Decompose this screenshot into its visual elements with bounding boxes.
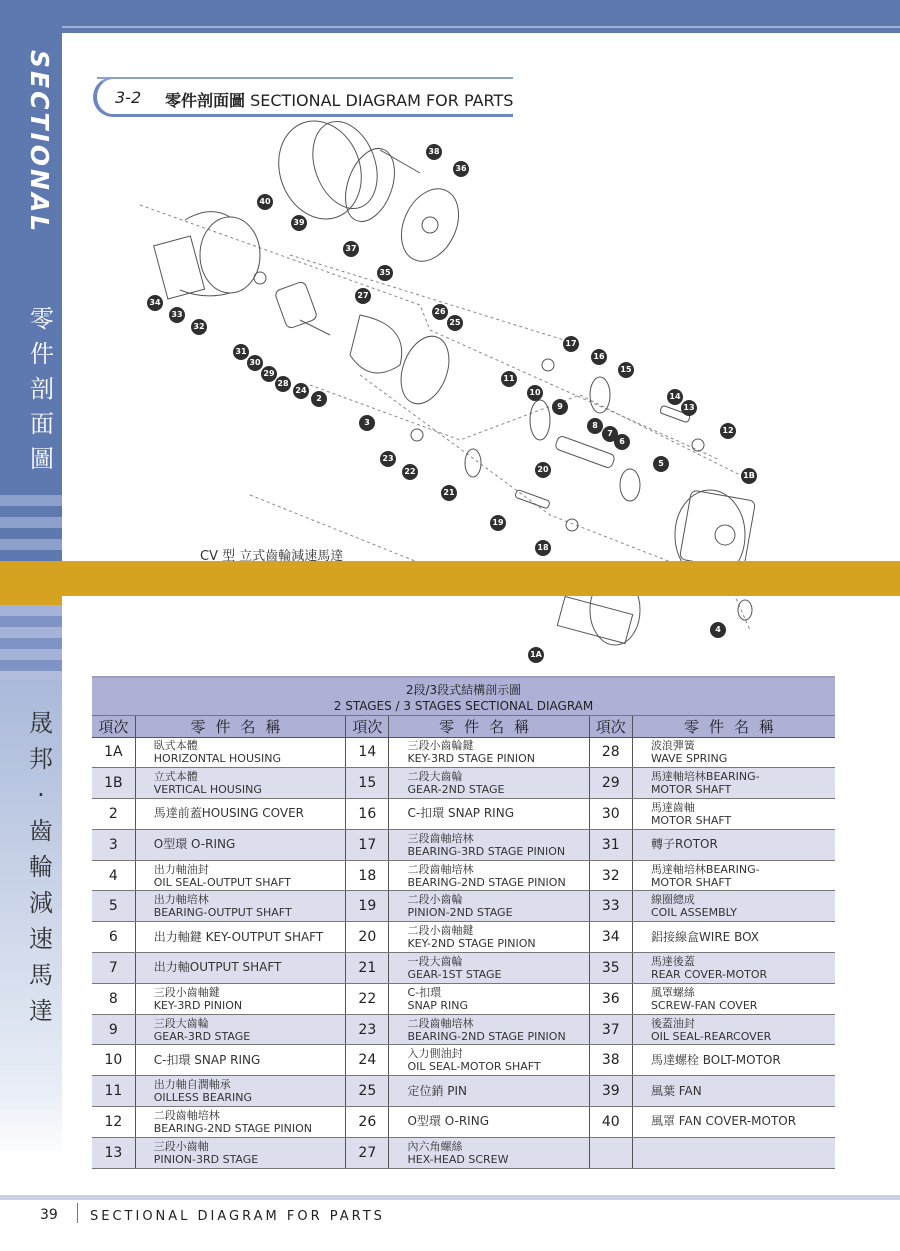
part-name-en: OIL SEAL-MOTOR SHAFT bbox=[407, 1060, 541, 1074]
callout-33: 33 bbox=[169, 307, 185, 323]
table-row bbox=[92, 891, 835, 922]
part-name-en: HEX-HEAD SCREW bbox=[407, 1152, 509, 1166]
part-name-en: OILLESS BEARING bbox=[153, 1091, 252, 1105]
callout-15: 15 bbox=[618, 362, 634, 378]
part-name-cn: 馬達軸培林BEARING- bbox=[650, 770, 760, 784]
part-name bbox=[135, 1107, 345, 1138]
part-name-cn: 馬達後蓋 bbox=[650, 954, 695, 968]
brand-char: 減 bbox=[29, 889, 53, 917]
part-name-en: MOTOR SHAFT bbox=[650, 813, 732, 827]
part-number: 30 bbox=[589, 799, 632, 830]
callout-39: 39 bbox=[291, 215, 307, 231]
part-name bbox=[389, 799, 589, 830]
callout-8: 8 bbox=[587, 418, 603, 434]
callout-19: 19 bbox=[490, 515, 506, 531]
part-number: 7 bbox=[92, 953, 135, 984]
part-name bbox=[632, 1107, 835, 1138]
callout-27: 27 bbox=[355, 288, 371, 304]
part-number: 12 bbox=[92, 1107, 135, 1138]
part-number: 10 bbox=[92, 1045, 135, 1076]
part-name bbox=[632, 953, 835, 984]
part-name-cn: 三段大齒輪 bbox=[153, 1016, 209, 1030]
table-row bbox=[92, 737, 835, 768]
callout-37: 37 bbox=[343, 241, 359, 257]
part-name-en: KEY-3RD STAGE PINION bbox=[407, 752, 536, 766]
part-name-en: SCREW-FAN COVER bbox=[650, 998, 758, 1012]
col-header-no: 項次 bbox=[346, 715, 389, 737]
table-title-en: 2 STAGES / 3 STAGES SECTIONAL DIAGRAM bbox=[333, 699, 594, 714]
part-name-en: GEAR-3RD STAGE bbox=[153, 1029, 251, 1043]
part-name-cn: 馬達軸培林BEARING- bbox=[650, 862, 760, 876]
part-name bbox=[135, 768, 345, 799]
col-header-no: 項次 bbox=[92, 715, 135, 737]
sidebar-char: 件 bbox=[30, 340, 54, 368]
part-name-en: REAR COVER-MOTOR bbox=[650, 967, 768, 981]
part-name-cn: O型環 O-RING bbox=[153, 837, 236, 852]
callout-34: 34 bbox=[147, 295, 163, 311]
brand-char: 馬 bbox=[29, 961, 53, 989]
footer-title: SECTIONAL DIAGRAM FOR PARTS bbox=[90, 1209, 385, 1224]
part-name bbox=[389, 1107, 589, 1138]
diagram-caption: CV 型 立式齒輪減速馬達 bbox=[200, 549, 344, 564]
part-name-en: BEARING-2ND STAGE PINION bbox=[407, 875, 566, 889]
brand-char: 速 bbox=[29, 925, 53, 953]
brand-char: 輪 bbox=[29, 853, 53, 881]
part-number: 17 bbox=[346, 829, 389, 860]
part-name bbox=[632, 922, 835, 953]
part-name bbox=[389, 922, 589, 953]
part-number: 4 bbox=[92, 860, 135, 891]
part-name-cn: 鋁接線盒WIRE BOX bbox=[650, 929, 759, 944]
part-name bbox=[389, 737, 589, 768]
callout-1a: 1A bbox=[528, 647, 544, 663]
callout-30: 30 bbox=[247, 355, 263, 371]
col-header-name: 零件名稱 bbox=[389, 715, 589, 737]
part-name-en: KEY-2ND STAGE PINION bbox=[407, 937, 536, 951]
part-number: 3 bbox=[92, 829, 135, 860]
section-title bbox=[165, 88, 513, 111]
callout-31: 31 bbox=[233, 344, 249, 360]
part-number: 22 bbox=[346, 983, 389, 1014]
part-name-en: SNAP RING bbox=[407, 998, 468, 1012]
part-number: 20 bbox=[346, 922, 389, 953]
part-name-en: BEARING-OUTPUT SHAFT bbox=[153, 906, 292, 920]
part-name bbox=[632, 829, 835, 860]
section-heading bbox=[93, 77, 513, 117]
sidebar-cn-title bbox=[24, 302, 60, 477]
part-number: 31 bbox=[589, 829, 632, 860]
part-name bbox=[389, 768, 589, 799]
part-name-cn: 定位銷 PIN bbox=[407, 1083, 468, 1098]
part-name bbox=[135, 1014, 345, 1045]
part-name-cn: 馬達螺栓 BOLT-MOTOR bbox=[650, 1052, 781, 1067]
part-name-en: KEY-3RD PINION bbox=[153, 998, 243, 1012]
callout-7: 7 bbox=[602, 426, 618, 442]
table-title bbox=[92, 677, 835, 715]
table-title-cn: 2段/3段式結構剖示圖 bbox=[405, 683, 522, 698]
left-sidebar bbox=[0, 0, 62, 1195]
table-title-row bbox=[92, 677, 835, 715]
callout-10: 10 bbox=[527, 385, 543, 401]
part-name bbox=[389, 1014, 589, 1045]
part-name-cn: 後蓋油封 bbox=[650, 1016, 695, 1030]
part-number: 28 bbox=[589, 737, 632, 768]
part-name-en: BEARING-2ND STAGE PINION bbox=[153, 1121, 312, 1135]
part-number: 37 bbox=[589, 1014, 632, 1045]
table-row bbox=[92, 1076, 835, 1107]
part-name bbox=[632, 891, 835, 922]
section-title-en: SECTIONAL DIAGRAM FOR PARTS bbox=[250, 91, 514, 110]
table-header-row bbox=[92, 715, 835, 737]
part-name-cn: 風葉 FAN bbox=[650, 1083, 702, 1098]
part-name-cn: 出力軸OUTPUT SHAFT bbox=[153, 960, 282, 975]
part-number: 29 bbox=[589, 768, 632, 799]
part-number: 25 bbox=[346, 1076, 389, 1107]
table-row bbox=[92, 922, 835, 953]
part-name-en: COIL ASSEMBLY bbox=[650, 906, 738, 920]
part-name bbox=[632, 799, 835, 830]
part-name-cn: 出力軸鍵 KEY-OUTPUT SHAFT bbox=[153, 929, 324, 944]
part-name-cn: 馬達齒軸 bbox=[650, 800, 695, 814]
banner-rule bbox=[62, 26, 900, 28]
callout-28: 28 bbox=[275, 376, 291, 392]
callout-36: 36 bbox=[453, 161, 469, 177]
part-name bbox=[135, 1076, 345, 1107]
parts-table bbox=[92, 676, 835, 1169]
part-name-cn: 風罩螺絲 bbox=[650, 985, 695, 999]
section-title-cn: 零件剖面圖 bbox=[165, 91, 246, 110]
part-name bbox=[389, 1045, 589, 1076]
part-name-cn: 二段小齒輪 bbox=[407, 893, 463, 907]
callout-32: 32 bbox=[191, 319, 207, 335]
table-row bbox=[92, 860, 835, 891]
footer-rule bbox=[0, 1195, 900, 1200]
part-name bbox=[135, 891, 345, 922]
table-row bbox=[92, 768, 835, 799]
part-number bbox=[589, 1137, 632, 1168]
callout-26: 26 bbox=[432, 304, 448, 320]
callout-40: 40 bbox=[257, 194, 273, 210]
part-name-en: BEARING-2ND STAGE PINION bbox=[407, 1029, 566, 1043]
part-name-cn: 二段大齒輪 bbox=[407, 770, 463, 784]
part-name-cn: 風罩 FAN COVER-MOTOR bbox=[650, 1114, 797, 1129]
table-row bbox=[92, 983, 835, 1014]
part-name bbox=[135, 737, 345, 768]
part-name bbox=[389, 983, 589, 1014]
sidebar-char: 圖 bbox=[30, 445, 54, 473]
callout-35: 35 bbox=[377, 265, 393, 281]
part-name bbox=[632, 860, 835, 891]
part-name-cn: C-扣環 bbox=[407, 985, 442, 999]
part-name-cn: 二段齒軸培林 bbox=[153, 1108, 220, 1122]
part-name bbox=[389, 1076, 589, 1107]
callout-6: 6 bbox=[614, 434, 630, 450]
part-name bbox=[135, 922, 345, 953]
footer-separator bbox=[77, 1203, 78, 1223]
table-row bbox=[92, 953, 835, 984]
part-name-en: MOTOR SHAFT bbox=[650, 875, 732, 889]
part-name-cn: C-扣環 SNAP RING bbox=[407, 806, 514, 821]
part-name-en: GEAR-1ST STAGE bbox=[407, 967, 502, 981]
col-header-name: 零件名稱 bbox=[135, 715, 345, 737]
brand-char: 邦 bbox=[29, 745, 53, 773]
part-number: 16 bbox=[346, 799, 389, 830]
sidebar-char: 面 bbox=[30, 410, 54, 438]
part-name bbox=[389, 829, 589, 860]
callout-18: 18 bbox=[535, 540, 551, 556]
table-row bbox=[92, 1107, 835, 1138]
part-name bbox=[389, 860, 589, 891]
table-row bbox=[92, 1014, 835, 1045]
part-name bbox=[135, 799, 345, 830]
part-name bbox=[135, 983, 345, 1014]
part-number: 32 bbox=[589, 860, 632, 891]
part-name-cn: 三段小齒輪鍵 bbox=[407, 739, 474, 753]
part-name-cn: 立式本體 bbox=[153, 770, 198, 784]
part-name bbox=[632, 768, 835, 799]
part-name-cn: 二段齒軸培林 bbox=[407, 1016, 474, 1030]
callout-24: 24 bbox=[293, 383, 309, 399]
callout-16: 16 bbox=[591, 349, 607, 365]
sidebar-char: 剖 bbox=[30, 375, 54, 403]
part-name-cn: 三段齒軸培林 bbox=[407, 831, 474, 845]
part-name-en: PINION-3RD STAGE bbox=[153, 1152, 259, 1166]
part-number: 24 bbox=[346, 1045, 389, 1076]
callout-11: 11 bbox=[501, 371, 517, 387]
part-number: 1B bbox=[92, 768, 135, 799]
part-number: 8 bbox=[92, 983, 135, 1014]
part-number: 33 bbox=[589, 891, 632, 922]
part-name bbox=[389, 891, 589, 922]
part-name-en: VERTICAL HOUSING bbox=[153, 783, 262, 797]
part-number: 35 bbox=[589, 953, 632, 984]
part-name-cn: 二段小齒軸鍵 bbox=[407, 924, 474, 938]
sidebar-char: 零 bbox=[30, 305, 54, 333]
part-name-en: GEAR-2ND STAGE bbox=[407, 783, 505, 797]
part-name-en: OIL SEAL-OUTPUT SHAFT bbox=[153, 875, 291, 889]
brand-char: · bbox=[37, 781, 45, 809]
part-name-cn: 出力軸自潤軸承 bbox=[153, 1078, 231, 1092]
brand-char: 達 bbox=[29, 997, 53, 1025]
part-name bbox=[135, 1045, 345, 1076]
callout-13: 13 bbox=[681, 400, 697, 416]
part-number: 9 bbox=[92, 1014, 135, 1045]
table-row bbox=[92, 799, 835, 830]
callout-3: 3 bbox=[359, 415, 375, 431]
part-name-en: MOTOR SHAFT bbox=[650, 783, 732, 797]
part-number: 23 bbox=[346, 1014, 389, 1045]
part-number: 18 bbox=[346, 860, 389, 891]
part-name bbox=[135, 829, 345, 860]
part-number: 1A bbox=[92, 737, 135, 768]
part-name-cn: 臥式本體 bbox=[153, 739, 198, 753]
part-name-cn: 線圈總成 bbox=[650, 893, 695, 907]
part-number: 15 bbox=[346, 768, 389, 799]
callout-4: 4 bbox=[710, 622, 726, 638]
part-number: 2 bbox=[92, 799, 135, 830]
callout-22: 22 bbox=[402, 464, 418, 480]
part-number: 26 bbox=[346, 1107, 389, 1138]
part-number: 6 bbox=[92, 922, 135, 953]
callout-25: 25 bbox=[447, 315, 463, 331]
part-name bbox=[632, 737, 835, 768]
part-number: 36 bbox=[589, 983, 632, 1014]
sidebar-vertical-title: SECTIONAL bbox=[25, 50, 54, 235]
callout-9: 9 bbox=[552, 399, 568, 415]
callout-38: 38 bbox=[426, 144, 442, 160]
part-name-cn: C-扣環 SNAP RING bbox=[153, 1052, 261, 1067]
part-name-cn: 出力軸培林 bbox=[153, 893, 209, 907]
page-number: 39 bbox=[40, 1207, 58, 1223]
callout-17: 17 bbox=[563, 336, 579, 352]
part-number: 5 bbox=[92, 891, 135, 922]
part-name-en: PINION-2ND STAGE bbox=[407, 906, 513, 920]
callout-1b: 1B bbox=[741, 468, 757, 484]
part-number: 38 bbox=[589, 1045, 632, 1076]
part-name-cn: 出力軸油封 bbox=[153, 862, 209, 876]
part-name bbox=[389, 953, 589, 984]
part-name bbox=[389, 1137, 589, 1168]
part-number: 19 bbox=[346, 891, 389, 922]
part-name-cn: 三段小齒軸 bbox=[153, 1139, 209, 1153]
table-row bbox=[92, 829, 835, 860]
part-name-cn: 三段小齒軸鍵 bbox=[153, 985, 220, 999]
part-name bbox=[135, 1137, 345, 1168]
part-name bbox=[632, 983, 835, 1014]
callout-20: 20 bbox=[535, 462, 551, 478]
table-row bbox=[92, 1137, 835, 1168]
callout-5: 5 bbox=[653, 456, 669, 472]
part-number: 14 bbox=[346, 737, 389, 768]
part-number: 13 bbox=[92, 1137, 135, 1168]
part-name bbox=[632, 1014, 835, 1045]
part-name-en: BEARING-3RD STAGE PINION bbox=[407, 844, 566, 858]
part-number: 11 bbox=[92, 1076, 135, 1107]
part-name-cn: 內六角螺絲 bbox=[407, 1139, 463, 1153]
top-banner bbox=[0, 0, 900, 33]
part-name-en: HORIZONTAL HOUSING bbox=[153, 752, 281, 766]
col-header-name: 零件名稱 bbox=[632, 715, 835, 737]
part-name bbox=[632, 1076, 835, 1107]
sidebar-brand bbox=[22, 705, 60, 1029]
callout-21: 21 bbox=[441, 485, 457, 501]
callout-14: 14 bbox=[667, 389, 683, 405]
callout-2: 2 bbox=[311, 391, 327, 407]
part-name bbox=[135, 953, 345, 984]
part-name bbox=[135, 860, 345, 891]
part-number: 40 bbox=[589, 1107, 632, 1138]
callout-23: 23 bbox=[380, 451, 396, 467]
gold-band bbox=[0, 561, 900, 596]
part-name bbox=[632, 1045, 835, 1076]
part-number: 34 bbox=[589, 922, 632, 953]
part-name-cn: 轉子ROTOR bbox=[650, 837, 718, 852]
part-name-en: OIL SEAL-REARCOVER bbox=[650, 1029, 772, 1043]
table-row bbox=[92, 1045, 835, 1076]
section-number: 3-2 bbox=[115, 88, 142, 107]
part-name-cn: O型環 O-RING bbox=[407, 1114, 489, 1129]
part-name-en: WAVE SPRING bbox=[650, 752, 728, 766]
col-header-no: 項次 bbox=[589, 715, 632, 737]
part-name-cn: 一段大齒輪 bbox=[407, 954, 463, 968]
callout-12: 12 bbox=[720, 423, 736, 439]
part-number: 27 bbox=[346, 1137, 389, 1168]
callout-29: 29 bbox=[261, 366, 277, 382]
part-name bbox=[632, 1137, 835, 1168]
part-name-cn: 入力側油封 bbox=[407, 1047, 463, 1061]
brand-char: 晟 bbox=[29, 709, 53, 737]
part-name-cn: 波浪彈簧 bbox=[650, 739, 695, 753]
brand-char: 齒 bbox=[29, 817, 53, 845]
part-name-cn: 二段齒軸培林 bbox=[407, 862, 474, 876]
part-number: 21 bbox=[346, 953, 389, 984]
part-number: 39 bbox=[589, 1076, 632, 1107]
part-name-cn: 馬達前蓋HOUSING COVER bbox=[153, 806, 305, 821]
